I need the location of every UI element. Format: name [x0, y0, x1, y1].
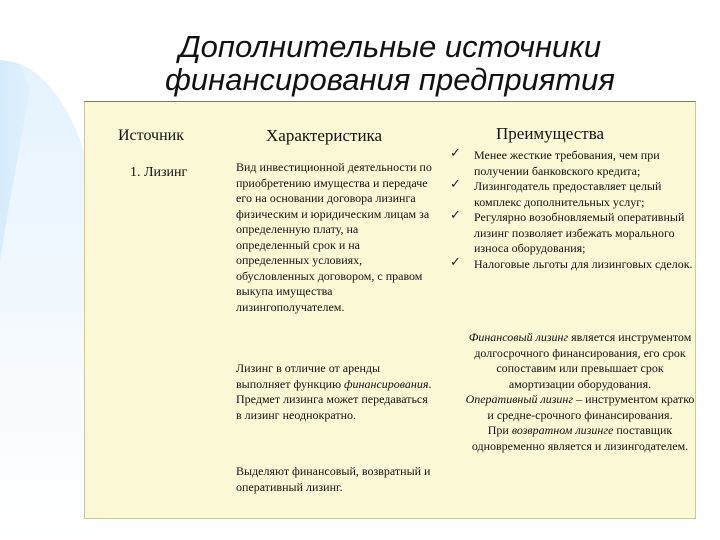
advantages-list: [450, 148, 698, 272]
note-term: возвратном лизинге: [511, 423, 614, 437]
checkmark-icon: ✓: [450, 146, 461, 161]
characteristic-function-emphasis: финансирования: [344, 376, 429, 391]
note-term: Финансовый лизинг: [468, 330, 569, 344]
note-operational-leasing: [462, 392, 698, 423]
advantage-item: [450, 179, 698, 210]
note-text: При: [487, 423, 512, 437]
characteristic-definition: Вид инвестиционной деятельности по приобретению имущества и передаче его на основании договора лизинга физическим и юридическим лицам за определенную плату, на определенный срок и на определенных условиях, обусловленных договором, с правом выкупа имущества лизингополучателем.: [236, 160, 432, 314]
note-term: Оперативный лизинг: [465, 392, 574, 406]
note-text: является инструментом долгосрочного финансирования, его срок сопоставим или превышает срок амортизации оборудования.: [474, 330, 692, 391]
header-characteristic: Характеристика: [266, 126, 383, 145]
checkmark-icon: ✓: [450, 177, 461, 192]
note-return-leasing: [462, 423, 698, 454]
header-advantages: Преимущества: [496, 124, 605, 143]
header-source: Источник: [118, 127, 184, 144]
characteristic-function: [236, 361, 432, 423]
note-text: – инструментом кратко и средне-срочного финансирования.: [487, 392, 695, 422]
characteristic-function-text-c: . Предмет лизинга может передаваться в лизинг неоднократно.: [236, 376, 432, 422]
advantage-text: Менее жесткие требования, чем при получении банковского кредита;: [474, 148, 660, 178]
advantage-text: Налоговые льготы для лизинговых сделок.: [474, 256, 693, 271]
slide-title: [130, 30, 650, 96]
advantage-text: Регулярно возобновляемый оперативный лизинг позволяет избежать морального износа оборудования;: [474, 210, 685, 255]
note-financial-leasing: [462, 330, 698, 392]
characteristic-types: Выделяют финансовый, возвратный и оперативный лизинг.: [236, 464, 431, 494]
characteristic-function-text-a: Лизинг в отличие от аренды выполняет функцию: [236, 361, 381, 391]
checkmark-icon: ✓: [450, 208, 461, 223]
title-line-2: финансирования предприятия: [165, 62, 615, 97]
advantage-item: [450, 254, 698, 273]
advantage-text: Лизингодатель предоставляет целый комплекс дополнительных услуг;: [474, 179, 662, 209]
note-text: поставщик одновременно является и лизингодателем.: [471, 423, 689, 453]
advantage-item: [450, 148, 698, 179]
title-line-1: Дополнительные источники: [178, 29, 602, 64]
source-leasing: 1. Лизинг: [130, 165, 188, 180]
leasing-types-notes: [462, 330, 698, 454]
checkmark-icon: ✓: [450, 254, 461, 270]
advantage-item: [450, 210, 698, 257]
